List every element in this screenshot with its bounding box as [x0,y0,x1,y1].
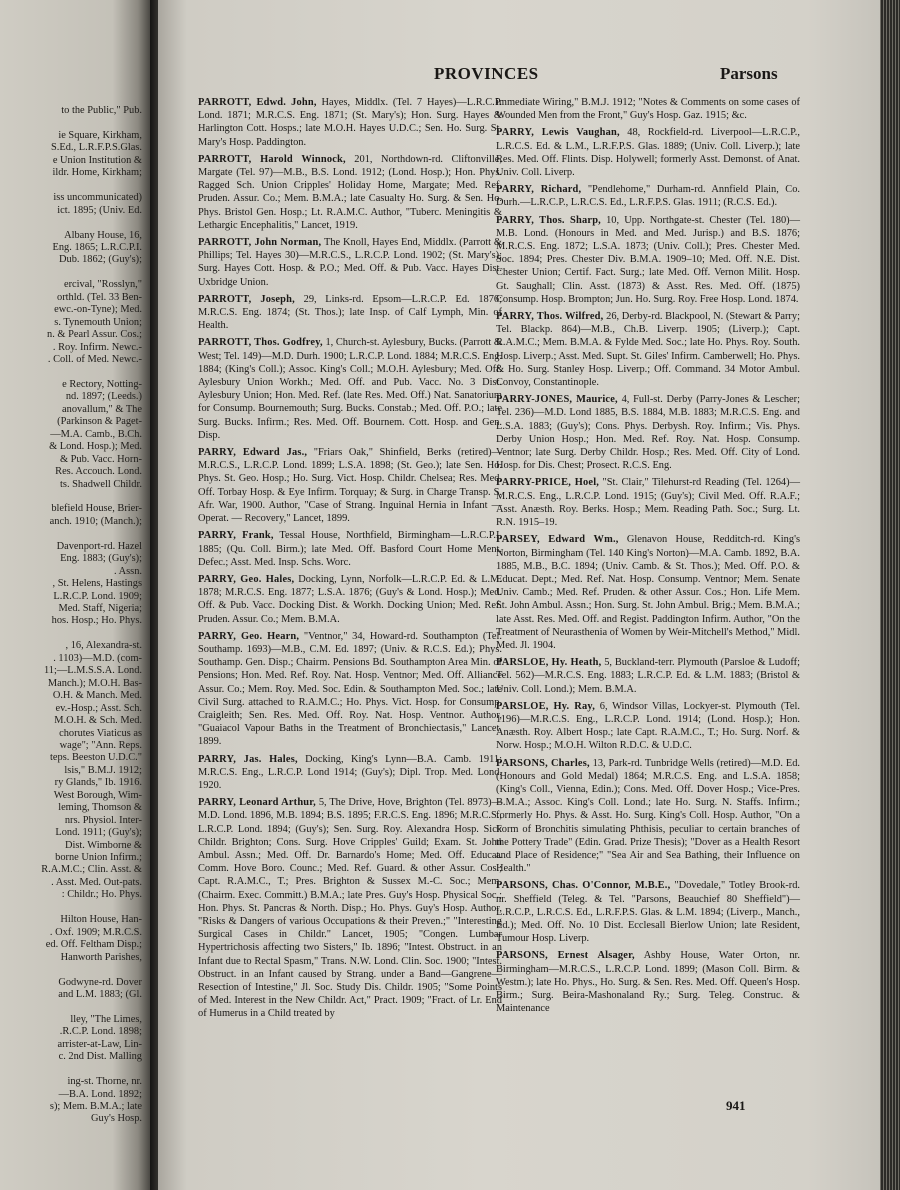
entry-details: 13, Park-rd. Tunbridge Wells (retired)—M.D. Ed. (Honours and Gold Medal) 1864; M.R.C.S. Eng. and L.S.A. 1858; (King's Coll., Vienna, Edin.); Cons. Med. Off. Dover Hosp.; Vice-Pres. B.M.A.; Assoc. King's Coll. Lond.; late Ho. Surg. N. Staffs. Infirm.; formerly Ho. Phys. & Asst. Ho. Surg. King's Coll. Hosp. Author, "On a Form of Bronchitis simulating Phthisis, peculiar to certain branches of the Pottery Trade" (Edin. Grad. Prize Thesis); "Dover as a Health Resort and Place of Residence;" "Sea Air and Sea Bathing, their Influence on Health." [496,757,800,875]
facing-page-line: wage"; "Ann. Reps. [59,739,142,751]
entry-name: PARRY-JONES, Maurice, [496,394,618,406]
facing-page-line: Hilton House, Han- [60,914,142,926]
facing-page-line: Dist. Wimborne & [64,839,142,851]
facing-page-line: and L.M. 1883; (Gl. [58,988,142,1000]
directory-entry [198,630,502,749]
entry-name: PARROTT, Edwd. John, [198,97,317,108]
facing-page-line: s. Tynemouth Union; [54,316,142,328]
entry-name: PARSONS, Ernest Alsager, [496,950,635,962]
entry-details: 6, Windsor Villas, Lockyer-st. Plymouth (Tel. 1196)—M.R.C.S. Eng., L.R.C.P. Lond. 1914; (Lond. Hosp.); Hon. Anæsth. Roy. Albert Hosp.; late Capt. R.A.M.C., T.; Ho. Surg. Norf. & Norw. Hosp.; M.O.H. Wilton R.D.C. & U.D.C. [496,700,800,752]
facing-page-line: e Union Institution & [52,154,142,166]
facing-page-line: Lond. 1911; (Guy's); [55,827,142,839]
directory-entry [496,757,800,876]
directory-entry [496,183,800,209]
directory-entry [198,753,502,793]
facing-page-line: ict. 1895; (Univ. Ed. [57,204,142,216]
entry-name: PARRY, Frank, [198,530,274,542]
running-head-title: PROVINCES [434,64,539,83]
facing-page-line: ts. Shadwell Childr. [60,478,142,490]
entry-details: 29, Links-rd. Epsom—L.R.C.P. Ed. 1876; M.R.C.S. Eng. 1874; (St. Thos.); late Insp. of Calf Lymph, Min. of Health. [198,293,502,332]
facing-page-line: anch. 1910; (Manch.); [49,515,142,527]
facing-page-line: & Pub. Vacc. Horn- [59,453,142,465]
facing-page-line: Res. Accouch. Lond. [55,466,142,478]
facing-page-line: Guy's Hosp. [91,1113,142,1125]
running-head [158,62,880,86]
page-edges [880,0,900,1190]
entry-details: Docking, King's Lynn—B.A. Camb. 1911; M.R.C.S. Eng., L.R.C.P. Lond 1914; (Guy's); Dipl. Trop. Med. Lond. 1920. [198,753,502,791]
entry-details: "Friars Oak," Shinfield, Berks (retired)—M.R.C.S., L.R.C.P. Lond. 1899; L.S.A. 1898; (St. Geo.); late Sen. Ho. Phys. St. Geo. Hosp.; Ho. Surg. Vict. Hosp. Childr. Chelsea; Res. Med. Off. Torbay Hosp. & Eye Infirm. Torquay; & Surg. in Charge Transp. S. Afr. War, 1900. Author, "Case of Strang. Inguinal Hernia in Infant — Operat. — Recovery," Lancet, 1899. [198,447,502,525]
facing-page-line: blefield House, Brier- [51,503,142,515]
facing-page-line: arrister-at-Law, Lin- [57,1038,142,1050]
facing-page-line: leming, Thomson & [58,802,142,814]
facing-page-line: ercival, "Rosslyn," [63,279,142,291]
facing-page-line: L.R.C.P. Lond. 1909; [53,590,142,602]
entry-details: Glenavon House, Redditch-rd. King's Norton, Birmingham (Tel. 140 King's Norton)—M.A. Camb. 1892, B.A. 1885, M.B., B.C. 1894; (Univ. Camb. & St. Thos.); Med. Off. P.O. & Educat. Dept.; Med. Ref. Nat. Hosp. Consump. Ventnor; Mem. Senate Univ. Camb.; Med. Ref. Pruden. & other Assur. Cos.; Hon. Life Mem. St. John Ambul. Assn.; Hon. Surg. St. John Ambul. Brig.; Mem. B.M.A.; late Asst. Res. Med. Off. and Regist. Paddington Infirm. Author, "On the Treatment of Neurasthenia of Women by Weir-Mitchell's Method," Midl. Med. Jl. 1904. [496,534,800,651]
facing-page-line: c. 2nd Dist. Malling [58,1051,142,1063]
facing-page-line: O.H. & Manch. Med. [52,690,142,702]
facing-page-line: Med. Staff, Nigeria; [58,603,142,614]
entry-name: PARRY, Geo. Hearn, [198,630,300,642]
directory-entry [496,393,800,472]
entry-name: PARROTT, Thos. Godfrey, [198,337,323,349]
entry-name: PARSONS, Charles, [496,757,590,769]
directory-entry [496,700,800,753]
entry-details: Tessal House, Northfield, Birmingham—L.R.C.P.I. 1885; (Qu. Coll. Birm.); late Med. Off. Basford Court Home Ment. Defec.; Asst. Med. Insp. Schs. Worc. [198,530,502,568]
facing-page-line: . Oxf. 1909; M.R.C.S. [49,926,142,938]
facing-page-line: Manch.); M.O.H. Bas- [47,677,142,689]
entry-details: Hayes, Middlx. (Tel. 7 Hayes)—L.R.C.P. Lond. 1871; M.R.C.S. Eng. 1871; (St. Mary's); Hon. Surg. Hayes & Harlington Cott. Hosps.; late M.O.H. Hayes U.D.C.; Sen. Ho. Surg. St. Mary's Hosp. Paddington. [198,97,502,148]
entry-details: 201, Northdown-rd. Cliftonville, Margate (Tel. 97)—M.B., B.S. Lond. 1912; (Lond. Hosp.); Hon. Phys. Ragged Sch. Union Cripples' Holiday Home, Margate; Med. Ref. Pruden. Assur. Co.; Mem. B.M.A.; late Casualty Ho. Surg. & Sen. Ho. Phys. Bristol Gen. Hosp.; Lt. R.A.M.C. Author, "Tuberc. Meningitis & Lethargic Encephalitis," Lancet, 1919. [198,153,502,231]
entry-name: PARRY, Thos. Wilfred, [496,311,604,323]
entry-details: "Dovedale," Totley Brook-rd. nr. Sheffield (Teleg. & Tel. "Parsons, Beauchief 80 Sheffield")—L.R.C.P., L.R.C.S. Ed., L.R.F.P.S. Glas. & L.M. 1894; (Liverp., Manch., Ed.); Med. Off. No. 10 Dist. Ecclesall Bierlow Union; late Resident, Tumour Hosp. Liverp. [496,880,800,945]
entry-name: PARSLOE, Hy. Heath, [496,657,602,669]
directory-entry [496,96,800,122]
facing-page-line: ewc.-on-Tyne); Med. [54,304,142,316]
entry-name: PARRY, Thos. Sharp, [496,214,601,226]
entries-column-right [496,96,800,1019]
directory-entry [198,96,502,149]
facing-page-line: , 16, Alexandra-st. [65,640,142,652]
facing-page-line: n. & Pearl Assur. Cos.; [47,329,142,341]
facing-page-line: . 1103)—M.D. (com- [53,652,142,664]
directory-entry [198,529,502,569]
facing-page-line: orthld. (Tel. 33 Ben- [57,291,142,303]
facing-page-line: (Parkinson & Paget- [57,416,142,428]
entry-name: PARRY, Geo. Hales, [198,573,295,585]
facing-page-line: iss uncommunicated) [53,192,142,204]
facing-page-line: . Roy. Infirm. Newc.- [52,341,142,353]
entry-name: PARSEY, Edward Wm., [496,534,619,546]
entry-details: 10, Upp. Northgate-st. Chester (Tel. 180)—M.B. Lond. (Honours in Med. and Med. Jurisp.) and B.S. 1876; M.R.C.S. Eng. 1872; L.S.A. 1873; (Univ. Coll.); Pres. Chester Med. Soc. 1894; Pres. Chester Div. B.M.A. 1909–10; Med. Off. N.E. Dist. Chester Union; Certif. Fact. Surg.; late Med. Off. Vernon Milit. Hosp. Gt. Saughall; Clin. Asst. (1873) & Asst. Res. Med. Off. (1875) Consump. Hosp. Brompton; Jun. Ho. Surg. Roy. Free Hosp. Lond. 1874. [496,214,800,305]
facing-page-line: ed. Off. Feltham Disp.; [45,939,142,951]
entry-details: 4, Full-st. Derby (Parry-Jones & Lescher; Tel. 236)—M.D. Lond 1885, B.S. 1884, M.B. 1883; M.R.C.S. Eng. and L.S.A. 1883; (Guy's); Cons. Phys. Derbysh. Roy. Infirm.; Vis. Phys. Derby Union Hosp.; Hon. Med. Ref. Roy. Nat. Hosp. Consump. Ventnor; late Surg. Derby Childr. Hosp.; Res. Med. Off. City of Lond. Hosp. for Dis. Chest; Prosect. R.C.S. Eng. [496,394,800,472]
entry-details: 5, The Drive, Hove, Brighton (Tel. 8973)—M.D. Lond. 1896, M.B. 1894; B.S. 1895; F.R.C.S. Eng. 1896; M.R.C.S., L.R.C.P. Lond. 1894; (Guy's); Sen. Surg. Roy. Alexandra Hosp. Sick Childr. Brighton; Cons. Surg. Hove Cripples' Guild; Exam. St. John Ambul. Assn.; Med. Off. Dr. Barnardo's Home; Med. Off. Educat. Comm. Hove Boro. Counc.; Med. Ref. Guard. & other Assur. Cos.; Capt. R.A.M.C., T.; Pres. Brighton & Sussex M.-C. Soc.; Mem. (Chairm. Exec. Committ.) B.M.A.; late Pres. Guy's Hosp. Physical Soc.; Hon. Phys. St. Pancras & North. Disp.; Ho. Phys. Guy's Hosp. Author, "Risks & Dangers of various Occupations & their Preven.;" "Interesting Surgical Cases in Childr." Lancet, 1905; "Congen. Lumbar Hypertrichosis affecting two Sisters," Ib. 1896; "Intest. Obstruct. in an Infant due to Rectal Spasm," Trans. N.W. Lond. Clin. Soc. 1900; "Intest. Obstruct. in an Infant caused by Strang. under a Band—Gangrene—Resection of Intestine," Jl. Soc. Study Dis. Childr. 1905; "Some Points of Med. Interest in the New Childr. Act," Pract. 1909; "Fract. of Lr. End of Humerus in a Child treated by [198,797,502,1020]
facing-page-line: R.A.M.C.; Clin. Asst. & [41,864,142,876]
directory-entry [496,656,800,696]
facing-page-line: Albany House, 16, [64,229,142,241]
directory-entry [198,153,502,232]
facing-page-line: —B.A. Lond. 1892; [58,1088,142,1100]
facing-page-line: ry Glands," Ib. 1916. [54,777,142,789]
facing-page-line: hos. Hosp.; Ho. Phys. [51,615,142,627]
facing-page-fragment [0,0,150,1190]
entry-name: PARRY, Leonard Arthur, [198,797,316,809]
directory-entry [496,879,800,945]
directory-entry [496,533,800,652]
directory-entry [496,126,800,179]
entry-details: Docking, Lynn, Norfolk—L.R.C.P. Ed. & L.M. 1878; M.R.C.S. Eng. 1877; L.S.A. 1876; (Guy's & Lond. Hosp.); Med. Off. & Pub. Vacc. Docking Dist. & Workh. Docking Union; Med. Ref. Pruden. Assur. Co.; Mem. B.M.A. [198,573,502,625]
entry-details: Ashby House, Water Orton, nr. Birmingham—M.R.C.S., L.R.C.P. Lond. 1899; (Mason Coll. Birm. & Westm.); late Ho. Phys., Ho. Surg. & Sen. Res. Med. Off. Queen's Hosp. Birm.; Surg. Beira-Mashonaland Ry.; Surg. Teleg. Construc. & Maintenance [496,950,800,1015]
facing-page-line: M.O.H. & Sch. Med. [54,715,142,727]
facing-page-line: to the Public," Pub. [61,105,142,116]
facing-page-line: . Asst. Med. Out-pats. [51,876,142,888]
entry-details: 5, Buckland-terr. Plymouth (Parsloe & Ludoff; Tel. 562)—M.R.C.S. Eng. 1883; L.R.C.P. Ed. & L.M. 1883; (Bristol & Univ. Coll. Lond.); Mem. B.M.A. [496,657,800,695]
entries-column-left [198,96,502,1025]
directory-page [158,0,880,1190]
directory-entry [198,336,502,442]
facing-page-line: —M.A. Camb., B.Ch. [50,428,142,440]
entry-name: PARROTT, Harold Winnock, [198,153,346,165]
facing-page-line: lley, "The Limes, [70,1013,142,1025]
facing-page-line: ev.-Hosp.; Asst. Sch. [55,702,142,714]
entry-details: The Knoll, Hayes End, Middlx. (Parrott & Phillips; Tel. Hayes 30)—M.R.C.S., L.R.C.P. Lond. 1902; (St. Mary's); Surg. Hayes Cott. Hosp. & P.O.; Med. Off. & Pub. Vacc. Hayes Dist. Uxbridge Union. [198,237,502,288]
directory-entry [496,310,800,389]
entry-name: PARROTT, John Norman, [198,237,322,249]
facing-page-line: S.Ed., L.R.F.P.S.Glas. [51,142,142,154]
directory-entry [198,236,502,289]
entry-details: "St. Clair," Tilehurst-rd Reading (Tel. 1264)—M.R.C.S. Eng., L.R.C.P. Lond. 1915; (Guy's); Civil Med. Off. R.A.F.; Asst. Anæsth. Roy. Berks. Hosp.; Mem. Reading Path. Soc.; Surg. Lt. R.N. 1915–19. [496,477,800,529]
entry-name: PARSONS, Chas. O'Connor, M.B.E., [496,880,671,892]
facing-page-line: e Rectory, Notting- [62,378,142,390]
directory-entry [496,214,800,306]
page-number: 941 [726,1098,746,1113]
facing-page-line: Eng. 1865; L.R.C.P.I. [52,241,142,253]
entry-name: PARRY, Lewis Vaughan, [496,127,620,139]
facing-page-line: ing-st. Thorne, nr. [67,1076,142,1088]
facing-page-line: Davenport-rd. Hazel [56,540,142,552]
facing-page-line: chorutes Viaticus as [59,727,142,739]
entry-name: PARRY, Edward Jas., [198,447,308,459]
directory-entry [496,476,800,529]
facing-page-line: .R.C.P. Lond. 1898; [59,1026,142,1038]
facing-page-line: West Borough, Wim- [53,789,142,801]
facing-page-line: : Childr.; Ho. Phys. [61,889,142,901]
running-head-catchword: Parsons [720,64,778,83]
facing-page-line: ildr. Home, Kirkham; [52,167,142,179]
facing-page-line: Dub. 1862; (Guy's); [59,254,142,266]
entry-details: 48, Rockfield-rd. Liverpool—L.R.C.P., L.R.C.S. Ed. & L.M., L.R.F.P.S. Glas. 1889; (Univ. Coll. Liverp.); late Res. Med. Off. Flints. Disp. Holywell; formerly Asst. Demonst. of Anat. Univ. Coll. Liverp. [496,127,801,179]
facing-page-line: anovallum," & The [62,403,142,415]
facing-page-line: Eng. 1883; (Guy's); [60,553,142,565]
directory-entry [198,446,502,525]
entry-details: "Ventnor," 34, Howard-rd. Southampton (Tel. Southamp. 1693)—M.B., C.M. Ed. 1897; (Univ. & R.C.S. Ed.); Phys. Southamp. Gen. Disp.; Chairm. Pensions Bd. Southampton Area Min. of Pensions; Hon. Med. Ref. Roy. Nat. Hosp. Ventnor; Med. Off. Alliance Assur. Co.; Mem. Roy. Med. Soc. Edin. & Southampton Med. Soc.; late Civil Surg. attached to R.A.M.C.; Ho. Phys. Vict. Hosp. for Consump. Craigleith; Sen. Res. Med. Off. Roy. Nat. Hosp. Ventnor. Author, "Guaiacol Vapour Baths in the Treatment of Bronchiectasis," Lancet, 1899. [198,630,503,748]
facing-page-line: ie Square, Kirkham, [58,129,142,141]
facing-page-line: Godwyne-rd. Dover [58,976,142,988]
directory-entry [198,573,502,626]
entry-details: 1, Church-st. Aylesbury, Bucks. (Parrott & West; Tel. 149)—M.D. Durh. 1900; L.R.C.P. Lond. 1884; M.R.C.S. Eng. 1884; (King's Coll.); Assoc. King's Coll.; M.O.H. Aylesbury; Med. Off. Aylesbury Union Workh.; Med. Off. and Pub. Vacc. No. 3 Dist. Aylesbury Union; Hon. Med. Ref. (late Res. Med. Off.) Nat. Sanatorium for Consump. Bournemouth; Surg. Bucks. Constab.; Med. Off. P.O.; late Surg. Bucks. Infirm.; Res. Med. Off. Bournem. Cott. Hosp. and Gen. Disp. [198,337,502,441]
facing-page-line: Hanworth Parishes, [60,951,142,963]
facing-page-line: . Coll. of Med. Newc.- [47,354,142,365]
facing-page-line: lsis," B.M.J. 1912; [64,764,142,776]
facing-page-line: . Assn. [113,565,142,577]
entry-details: 26, Derby-rd. Blackpool, N. (Stewart & Parry; Tel. Blackp. 864)—M.B., Ch.B. Liverp. 1905; (Liverp.); Capt. R.A.M.C.; Mem. B.M.A. & Fylde Med. Soc.; late Ho. Phys. Roy. South. Hosp. Liverp.; Asst. Med. Supt. St. Giles' Infirm. Camberwell; Ho. Phys. & Ho. Surg. Stanley Hosp. Liverp.; Off. Command. 34 Motor Ambul. Convoy, Constantinople. [496,311,800,389]
facing-page-line: teps. Beeston U.D.C." [50,752,142,764]
facing-page-line: s); Mem. B.M.A.; late [49,1101,142,1112]
entry-name: PARROTT, Joseph, [198,293,295,305]
facing-page-line: borne Union Infirm.; [55,852,142,863]
directory-entry [198,796,502,1020]
facing-page-line: , St. Helens, Hastings [52,578,142,590]
entry-details: "Pendlehome," Durham-rd. Annfield Plain, Co. Durh.—L.R.C.P., L.R.C.S. Ed., L.R.F.P.S. Glas. 1911; (R.C.S. Ed.). [496,184,800,209]
entry-details: immediate Wiring," B.M.J. 1912; "Notes & Comments on some cases of Wounded Men from the Front," Guy's Hosp. Gaz. 1915; &c. [496,97,800,122]
directory-entry [496,949,800,1015]
entry-name: PARRY, Richard, [496,184,582,196]
facing-page-line: & Lond. Hosp.); Med. [49,441,142,453]
facing-page-line: nrs. Physiol. Inter- [64,814,142,826]
entry-name: PARRY, Jas. Hales, [198,753,298,765]
entry-name: PARSLOE, Hy. Ray, [496,700,595,712]
facing-page-line: nd. 1897; (Leeds.) [65,391,142,403]
facing-page-line: 11;—L.M.S.S.A. Lond. [43,665,142,677]
entry-name: PARRY-PRICE, Hoel, [496,477,600,489]
directory-entry [198,293,502,333]
